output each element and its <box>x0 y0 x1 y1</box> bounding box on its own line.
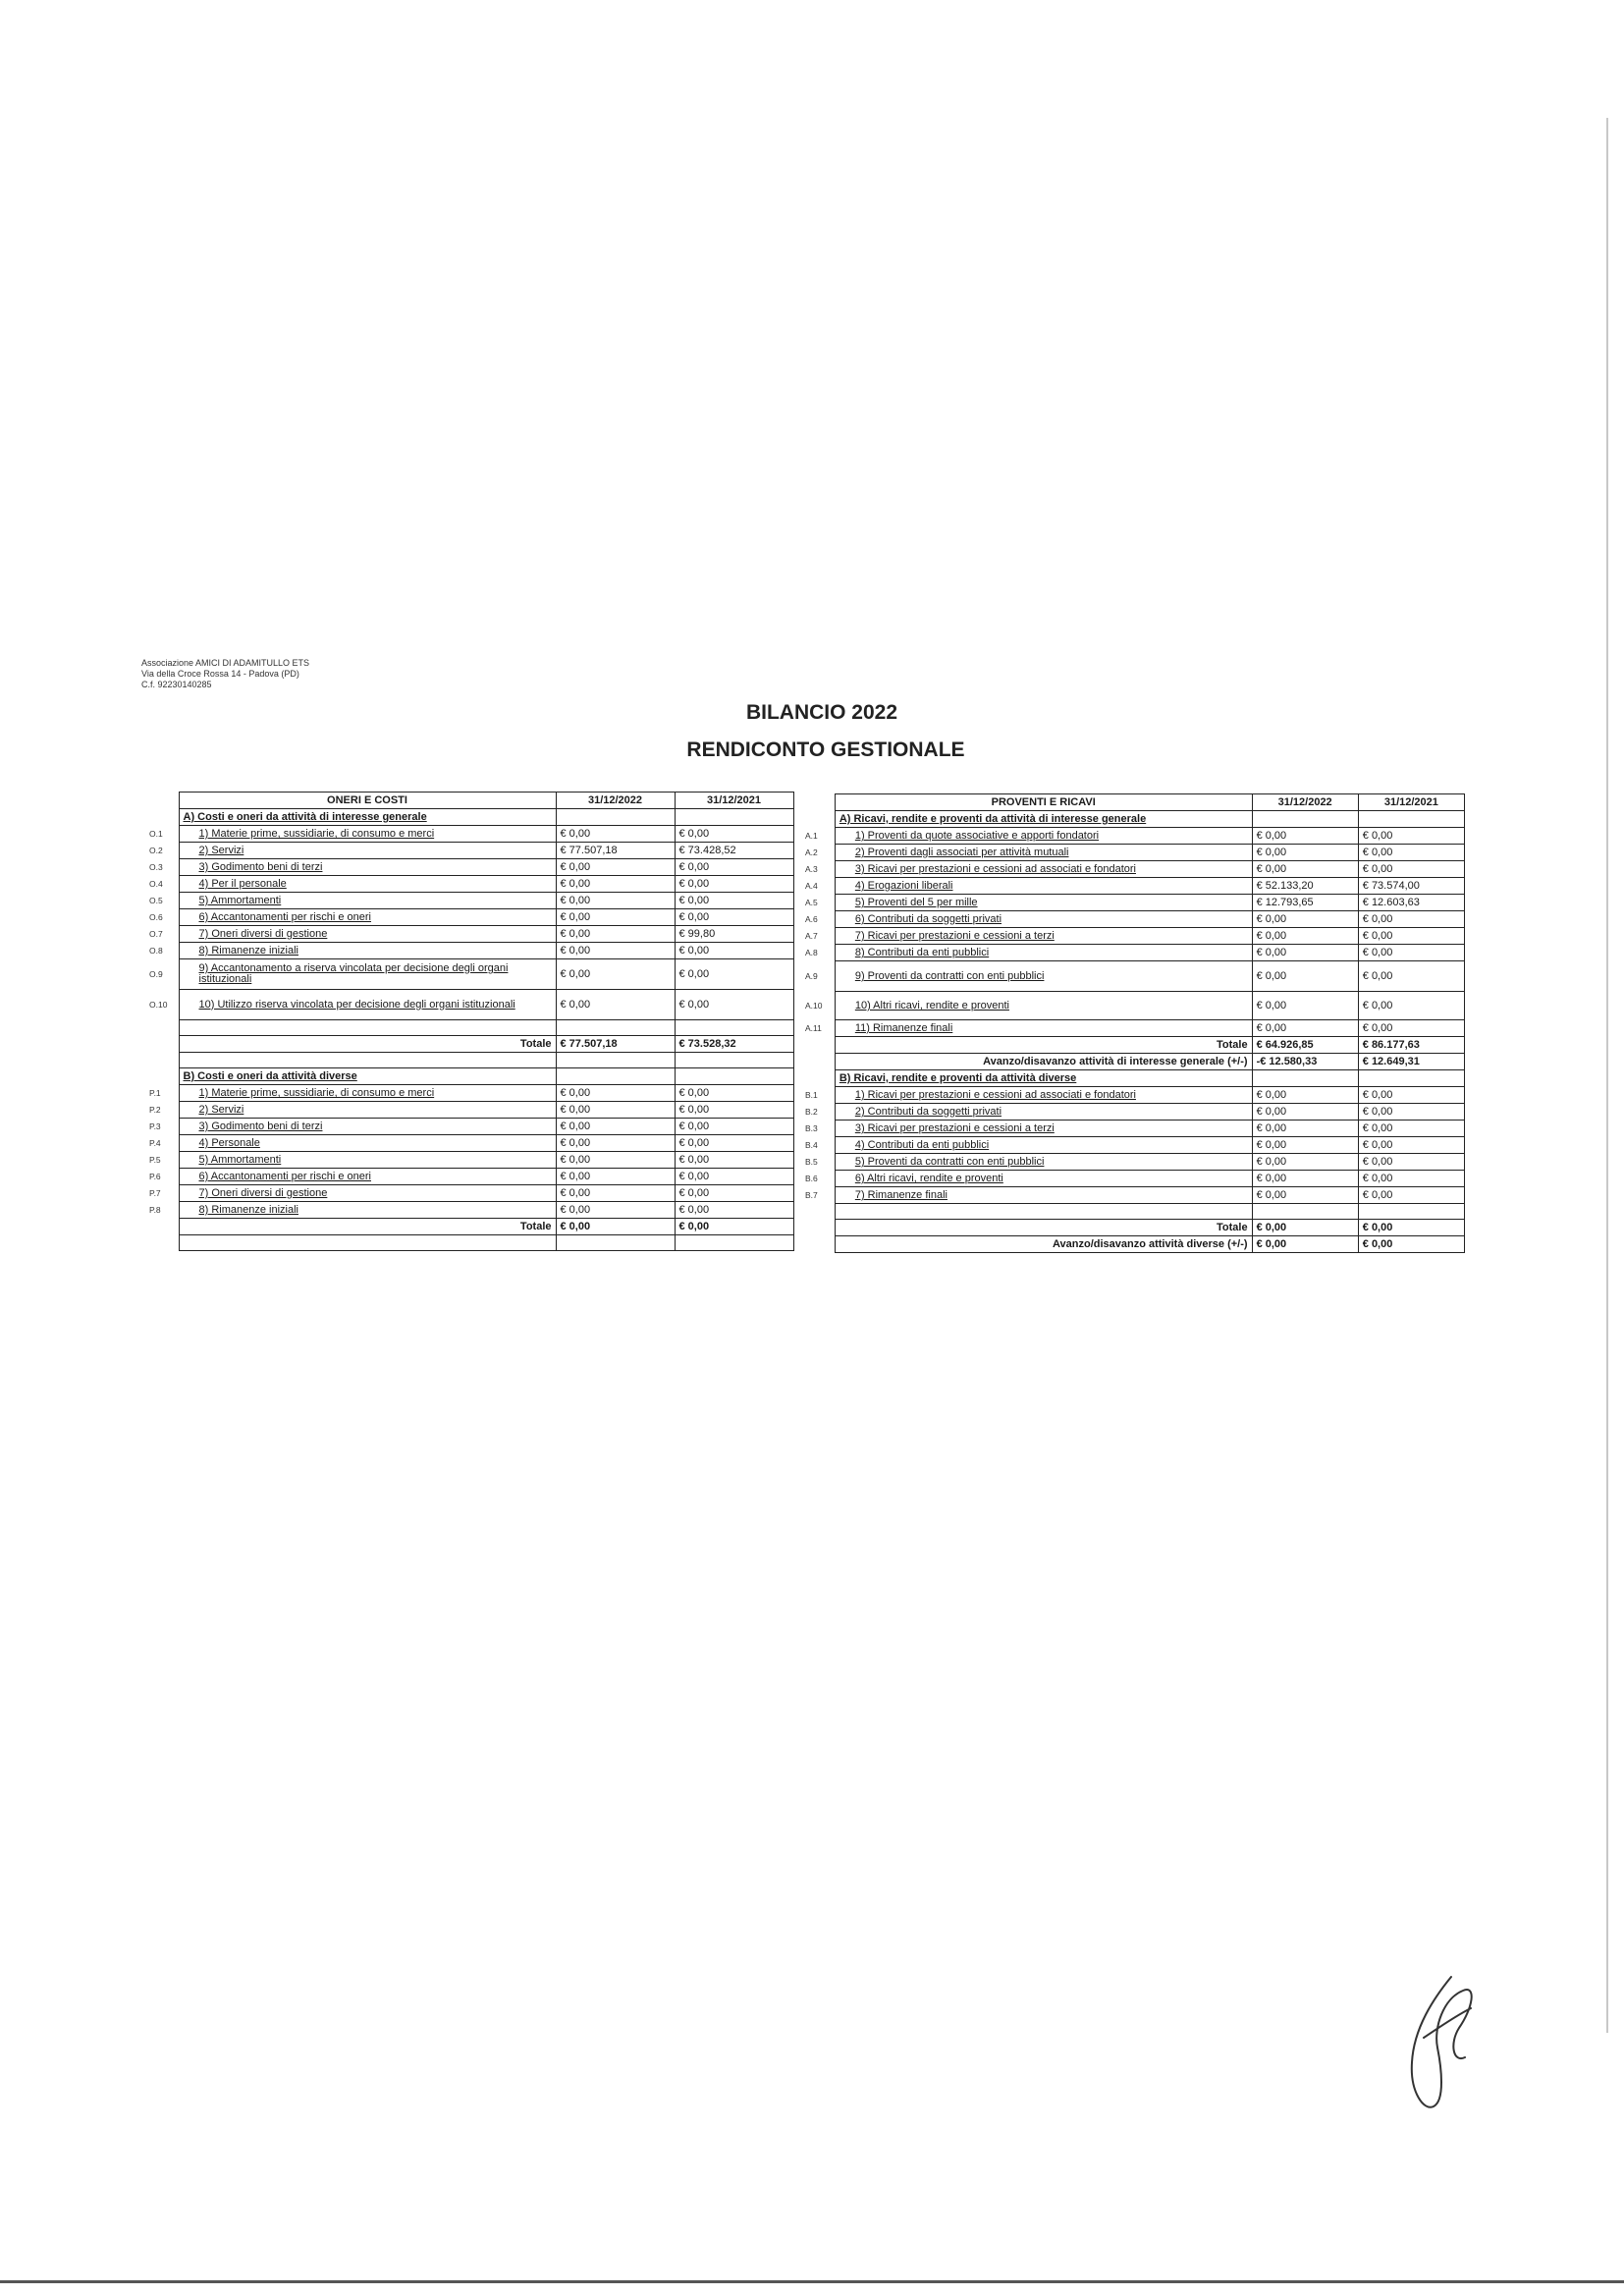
row-code: A.8 <box>805 948 818 957</box>
table-row <box>805 878 1465 895</box>
section-title-row <box>149 1068 793 1085</box>
surplus-row <box>805 1236 1465 1253</box>
row-code: O.7 <box>149 929 163 939</box>
total-row-2021: € 0,00 <box>675 1219 793 1235</box>
row-code: A.7 <box>805 931 818 941</box>
row-code-empty <box>805 794 835 811</box>
row-value-2021: € 0,00 <box>675 1119 793 1135</box>
table-row <box>805 1121 1465 1137</box>
row-label: 6) Accantonamenti per rischi e oneri <box>179 1169 556 1185</box>
row-code: P.2 <box>149 1105 161 1115</box>
row-label: 4) Contributi da enti pubblici <box>835 1137 1252 1154</box>
row-value-2022: € 0,00 <box>556 1185 675 1202</box>
row-code: B.5 <box>805 1157 818 1167</box>
row-value-2021: € 0,00 <box>675 909 793 926</box>
row-value-2021: € 73.574,00 <box>1358 878 1464 895</box>
total-row-label: Totale <box>179 1036 556 1053</box>
row-value-2022: € 0,00 <box>1252 1121 1358 1137</box>
row-code: P.4 <box>149 1138 161 1148</box>
table-row <box>149 843 793 859</box>
org-name: Associazione AMICI DI ADAMITULLO ETS <box>141 658 310 668</box>
row-code-empty <box>805 1220 835 1236</box>
row-value-2022: € 0,00 <box>556 926 675 943</box>
row-value-2021: € 0,00 <box>1358 1104 1464 1121</box>
table-row <box>149 909 793 926</box>
row-value-2022: € 0,00 <box>1252 861 1358 878</box>
section-blank-2022 <box>1252 1070 1358 1087</box>
row-label: 6) Contributi da soggetti privati <box>835 911 1252 928</box>
blank-cell <box>179 1235 556 1251</box>
table-row <box>805 1137 1465 1154</box>
row-label: 7) Oneri diversi di gestione <box>179 926 556 943</box>
row-value-2022: € 0,00 <box>1252 1171 1358 1187</box>
section-title: A) Costi e oneri da attività di interesse generale <box>179 809 556 826</box>
table-row <box>805 961 1465 992</box>
section-title: B) Ricavi, rendite e proventi da attività diverse <box>835 1070 1252 1087</box>
row-value-2021: € 0,00 <box>675 859 793 876</box>
row-value-2022: € 0,00 <box>1252 1154 1358 1171</box>
row-value-2022: € 0,00 <box>556 1085 675 1102</box>
row-value-2021: € 0,00 <box>1358 1137 1464 1154</box>
table-row <box>805 895 1465 911</box>
row-value-2021: € 0,00 <box>675 876 793 893</box>
row-code: A.11 <box>805 1023 822 1033</box>
row-code: B.6 <box>805 1174 818 1183</box>
row-code-empty <box>149 1068 179 1085</box>
row-value-2021: € 0,00 <box>675 1085 793 1102</box>
row-code: P.1 <box>149 1088 161 1098</box>
row-value-2022: € 0,00 <box>1252 961 1358 992</box>
row-value-2022: € 0,00 <box>556 943 675 959</box>
row-value-2021: € 99,80 <box>675 926 793 943</box>
row-code: A.4 <box>805 881 818 891</box>
row-value-2022: € 0,00 <box>1252 992 1358 1020</box>
row-label: 1) Ricavi per prestazioni e cessioni ad associati e fondatori <box>835 1087 1252 1104</box>
table-header-row <box>805 794 1465 811</box>
table-row <box>149 1169 793 1185</box>
total-row-2022: € 64.926,85 <box>1252 1037 1358 1054</box>
row-code: B.3 <box>805 1123 818 1133</box>
row-value-2022: € 0,00 <box>556 859 675 876</box>
table-row <box>149 826 793 843</box>
row-label: 4) Erogazioni liberali <box>835 878 1252 895</box>
row-label: 3) Ricavi per prestazioni e cessioni a terzi <box>835 1121 1252 1137</box>
row-code-empty <box>805 1054 835 1070</box>
section-blank-2022 <box>556 1068 675 1085</box>
row-label: 3) Ricavi per prestazioni e cessioni ad associati e fondatori <box>835 861 1252 878</box>
surplus-row-2021: € 0,00 <box>1358 1236 1464 1253</box>
row-label: 7) Oneri diversi di gestione <box>179 1185 556 1202</box>
row-value-2021: € 0,00 <box>1358 1171 1464 1187</box>
surplus-row <box>805 1054 1465 1070</box>
row-label: 6) Altri ricavi, rendite e proventi <box>835 1171 1252 1187</box>
organization-header <box>141 658 309 690</box>
row-value-2022: € 0,00 <box>556 1169 675 1185</box>
row-value-2022: € 52.133,20 <box>1252 878 1358 895</box>
section-blank-2022 <box>1252 811 1358 828</box>
row-code: A.2 <box>805 847 818 857</box>
row-value-2021: € 0,00 <box>675 893 793 909</box>
table-row <box>149 1085 793 1102</box>
total-row-label: Totale <box>835 1037 1252 1054</box>
row-value-2022: € 12.793,65 <box>1252 895 1358 911</box>
row-code: A.3 <box>805 864 818 874</box>
row-label: 4) Personale <box>179 1135 556 1152</box>
table-row <box>149 876 793 893</box>
row-value-2021: € 0,00 <box>1358 961 1464 992</box>
row-code: O.10 <box>149 999 168 1010</box>
surplus-row-label: Avanzo/disavanzo attività di interesse generale (+/-) <box>835 1054 1252 1070</box>
table-row <box>805 861 1465 878</box>
row-value-2021: € 0,00 <box>675 943 793 959</box>
scan-edge-right <box>1606 118 1608 2033</box>
table-row <box>149 859 793 876</box>
row-code-empty <box>805 811 835 828</box>
row-value-2021: € 0,00 <box>675 826 793 843</box>
handwritten-signature <box>1394 1969 1483 2116</box>
row-value-2021: € 0,00 <box>1358 1020 1464 1037</box>
row-code-empty <box>149 1036 179 1053</box>
row-label: 1) Materie prime, sussidiarie, di consumo e merci <box>179 1085 556 1102</box>
row-value-2021: € 0,00 <box>675 1169 793 1185</box>
row-label: 8) Rimanenze iniziali <box>179 1202 556 1219</box>
blank-row <box>805 1204 1465 1220</box>
row-code: O.8 <box>149 946 163 956</box>
table-row <box>149 959 793 990</box>
row-label: 2) Proventi dagli associati per attività mutuali <box>835 845 1252 861</box>
row-code: O.2 <box>149 846 163 855</box>
row-value-2022: € 0,00 <box>1252 845 1358 861</box>
row-value-2022: € 0,00 <box>1252 911 1358 928</box>
table-row <box>805 911 1465 928</box>
blank-cell <box>1252 1204 1358 1220</box>
row-label: 10) Altri ricavi, rendite e proventi <box>835 992 1252 1020</box>
org-address: Via della Croce Rossa 14 - Padova (PD) <box>141 669 299 679</box>
row-value-2022: € 0,00 <box>1252 1020 1358 1037</box>
row-value-2021: € 73.428,52 <box>675 843 793 859</box>
row-label: 9) Accantonamento a riserva vincolata per decisione degli organi istituzionali <box>179 959 556 990</box>
row-value-2021: € 0,00 <box>1358 845 1464 861</box>
blank-cell <box>835 1204 1252 1220</box>
row-code-empty <box>149 1219 179 1235</box>
row-value-2021: € 0,00 <box>675 1135 793 1152</box>
row-code-empty <box>805 1204 835 1220</box>
section-blank-2022 <box>556 809 675 826</box>
row-label: 8) Contributi da enti pubblici <box>835 945 1252 961</box>
table-row <box>149 990 793 1020</box>
table-row <box>149 1119 793 1135</box>
section-blank-2021 <box>1358 1070 1464 1087</box>
section-title-row <box>805 1070 1465 1087</box>
scan-edge-bottom <box>0 2280 1624 2283</box>
total-row-label: Totale <box>179 1219 556 1235</box>
row-code: B.2 <box>805 1107 818 1117</box>
row-label: 2) Servizi <box>179 1102 556 1119</box>
row-value-2021: € 0,00 <box>1358 928 1464 945</box>
row-code-empty <box>805 1037 835 1054</box>
row-value-2021: € 0,00 <box>1358 992 1464 1020</box>
row-value-2021: € 0,00 <box>675 990 793 1020</box>
row-value-2022: € 0,00 <box>556 1135 675 1152</box>
row-value-2021: € 0,00 <box>675 1185 793 1202</box>
blank-cell <box>556 1235 675 1251</box>
row-value-2022: € 0,00 <box>556 990 675 1020</box>
row-label: 11) Rimanenze finali <box>835 1020 1252 1037</box>
header-col-2021: 31/12/2021 <box>1358 794 1464 811</box>
row-code: A.9 <box>805 971 818 981</box>
total-row <box>805 1220 1465 1236</box>
row-value-2022: € 0,00 <box>556 909 675 926</box>
blank-cell <box>556 1020 675 1036</box>
costs-table <box>149 792 794 1251</box>
row-value-2021: € 0,00 <box>1358 861 1464 878</box>
total-row-2021: € 0,00 <box>1358 1220 1464 1236</box>
row-value-2022: € 0,00 <box>1252 1087 1358 1104</box>
row-value-2022: € 0,00 <box>556 1119 675 1135</box>
total-row <box>149 1219 793 1235</box>
section-blank-2021 <box>1358 811 1464 828</box>
blank-cell <box>675 1053 793 1068</box>
row-code-empty <box>149 1053 179 1068</box>
row-code: O.1 <box>149 829 163 839</box>
header-col-2022: 31/12/2022 <box>556 793 675 809</box>
row-value-2022: € 0,00 <box>1252 928 1358 945</box>
table-row <box>149 1135 793 1152</box>
blank-row <box>149 1053 793 1068</box>
row-label: 10) Utilizzo riserva vincolata per decisione degli organi istituzionali <box>179 990 556 1020</box>
row-value-2021: € 0,00 <box>1358 945 1464 961</box>
blank-cell <box>1358 1204 1464 1220</box>
row-code-empty <box>149 1020 179 1036</box>
row-code: P.8 <box>149 1205 161 1215</box>
row-label: 7) Rimanenze finali <box>835 1187 1252 1204</box>
table-row <box>805 945 1465 961</box>
row-value-2021: € 0,00 <box>675 1152 793 1169</box>
row-value-2022: € 0,00 <box>556 826 675 843</box>
table-row <box>805 1154 1465 1171</box>
row-code-empty <box>805 1070 835 1087</box>
header-col-2021: 31/12/2021 <box>675 793 793 809</box>
table-row <box>149 1102 793 1119</box>
table-row <box>149 1152 793 1169</box>
blank-cell <box>675 1020 793 1036</box>
row-value-2021: € 12.603,63 <box>1358 895 1464 911</box>
row-value-2021: € 0,00 <box>1358 1187 1464 1204</box>
table-row <box>149 943 793 959</box>
table-row <box>805 928 1465 945</box>
row-value-2022: € 0,00 <box>556 959 675 990</box>
table-row <box>805 845 1465 861</box>
row-label: 5) Proventi da contratti con enti pubblici <box>835 1154 1252 1171</box>
row-value-2022: € 0,00 <box>556 893 675 909</box>
row-code: P.5 <box>149 1155 161 1165</box>
section-title-row <box>805 811 1465 828</box>
row-value-2022: € 0,00 <box>556 1202 675 1219</box>
blank-cell <box>179 1053 556 1068</box>
section-blank-2021 <box>675 1068 793 1085</box>
surplus-row-label: Avanzo/disavanzo attività diverse (+/-) <box>835 1236 1252 1253</box>
row-label: 8) Rimanenze iniziali <box>179 943 556 959</box>
row-value-2021: € 0,00 <box>1358 1121 1464 1137</box>
row-value-2021: € 0,00 <box>675 1102 793 1119</box>
row-label: 5) Proventi del 5 per mille <box>835 895 1252 911</box>
table-header-row <box>149 793 793 809</box>
total-row-label: Totale <box>835 1220 1252 1236</box>
document-subtitle: RENDICONTO GESTIONALE <box>686 738 965 761</box>
row-code: B.4 <box>805 1140 818 1150</box>
row-label: 1) Proventi da quote associative e apporti fondatori <box>835 828 1252 845</box>
row-code: O.3 <box>149 862 163 872</box>
blank-cell <box>675 1235 793 1251</box>
row-value-2022: € 0,00 <box>556 876 675 893</box>
header-label: PROVENTI E RICAVI <box>835 794 1252 811</box>
row-label: 3) Godimento beni di terzi <box>179 859 556 876</box>
header-col-2022: 31/12/2022 <box>1252 794 1358 811</box>
section-blank-2021 <box>675 809 793 826</box>
row-label: 6) Accantonamenti per rischi e oneri <box>179 909 556 926</box>
section-title: B) Costi e oneri da attività diverse <box>179 1068 556 1085</box>
row-code: A.6 <box>805 914 818 924</box>
row-code-empty <box>149 1235 179 1251</box>
row-code: O.6 <box>149 912 163 922</box>
row-code: O.4 <box>149 879 163 889</box>
row-code: B.1 <box>805 1090 818 1100</box>
row-code: O.5 <box>149 896 163 905</box>
surplus-row-2021: € 12.649,31 <box>1358 1054 1464 1070</box>
row-code-empty <box>805 1236 835 1253</box>
section-title-row <box>149 809 793 826</box>
total-row-2022: € 0,00 <box>1252 1220 1358 1236</box>
row-value-2021: € 0,00 <box>675 1202 793 1219</box>
table-row <box>805 828 1465 845</box>
row-code-empty <box>149 809 179 826</box>
surplus-row-2022: € 0,00 <box>1252 1236 1358 1253</box>
row-value-2021: € 0,00 <box>1358 1154 1464 1171</box>
row-value-2022: € 0,00 <box>556 1152 675 1169</box>
row-code: P.6 <box>149 1172 161 1181</box>
row-label: 3) Godimento beni di terzi <box>179 1119 556 1135</box>
row-value-2022: € 0,00 <box>1252 1187 1358 1204</box>
table-row <box>805 992 1465 1020</box>
total-row-2021: € 86.177,63 <box>1358 1037 1464 1054</box>
row-value-2021: € 0,00 <box>1358 828 1464 845</box>
row-label: 2) Servizi <box>179 843 556 859</box>
row-code: A.10 <box>805 1001 823 1011</box>
section-title: A) Ricavi, rendite e proventi da attività di interesse generale <box>835 811 1252 828</box>
row-code: P.3 <box>149 1121 161 1131</box>
blank-row <box>149 1235 793 1251</box>
row-label: 4) Per il personale <box>179 876 556 893</box>
table-row <box>149 1202 793 1219</box>
total-row-2021: € 73.528,32 <box>675 1036 793 1053</box>
table-row <box>805 1187 1465 1204</box>
row-label: 5) Ammortamenti <box>179 893 556 909</box>
blank-row <box>149 1020 793 1036</box>
table-row <box>149 926 793 943</box>
table-row <box>805 1087 1465 1104</box>
row-value-2021: € 0,00 <box>675 959 793 990</box>
row-value-2022: € 0,00 <box>1252 945 1358 961</box>
row-code: P.7 <box>149 1188 161 1198</box>
row-code: A.5 <box>805 898 818 907</box>
revenues-table <box>805 793 1465 1253</box>
table-row <box>805 1171 1465 1187</box>
row-label: 2) Contributi da soggetti privati <box>835 1104 1252 1121</box>
total-row-2022: € 77.507,18 <box>556 1036 675 1053</box>
row-value-2021: € 0,00 <box>1358 911 1464 928</box>
table-row <box>805 1020 1465 1037</box>
row-label: 9) Proventi da contratti con enti pubblici <box>835 961 1252 992</box>
table-row <box>805 1104 1465 1121</box>
total-row <box>149 1036 793 1053</box>
table-row <box>149 893 793 909</box>
row-value-2022: € 0,00 <box>1252 1104 1358 1121</box>
row-code-empty <box>149 793 179 809</box>
blank-cell <box>556 1053 675 1068</box>
row-label: 1) Materie prime, sussidiarie, di consumo e merci <box>179 826 556 843</box>
surplus-row-2022: -€ 12.580,33 <box>1252 1054 1358 1070</box>
row-value-2022: € 0,00 <box>1252 828 1358 845</box>
document-title: BILANCIO 2022 <box>745 701 898 724</box>
total-row-2022: € 0,00 <box>556 1219 675 1235</box>
row-code: B.7 <box>805 1190 818 1200</box>
total-row <box>805 1037 1465 1054</box>
row-value-2021: € 0,00 <box>1358 1087 1464 1104</box>
blank-cell <box>179 1020 556 1036</box>
row-label: 5) Ammortamenti <box>179 1152 556 1169</box>
row-label: 7) Ricavi per prestazioni e cessioni a terzi <box>835 928 1252 945</box>
table-row <box>149 1185 793 1202</box>
row-value-2022: € 77.507,18 <box>556 843 675 859</box>
row-value-2022: € 0,00 <box>556 1102 675 1119</box>
row-code: A.1 <box>805 831 818 841</box>
header-label: ONERI E COSTI <box>179 793 556 809</box>
row-code: O.9 <box>149 968 163 979</box>
row-value-2022: € 0,00 <box>1252 1137 1358 1154</box>
org-tax-code: C.f. 92230140285 <box>141 680 212 689</box>
